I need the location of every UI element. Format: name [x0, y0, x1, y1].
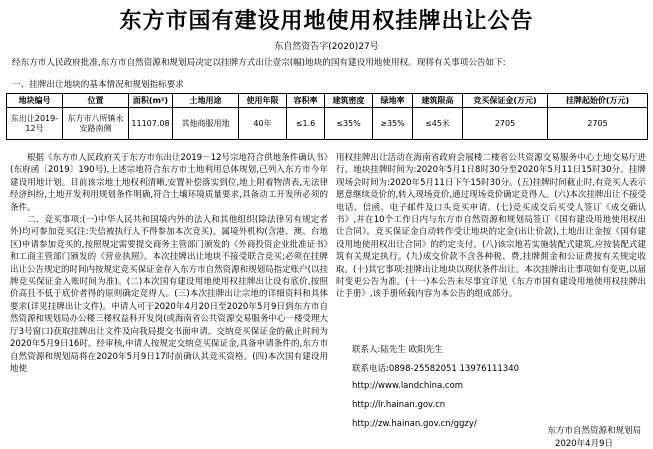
table-row	[7, 108, 648, 140]
header-cell: 使用年限	[239, 94, 287, 108]
parcel-table	[6, 93, 648, 140]
left-column	[10, 152, 328, 446]
header-cell: 地块编号	[7, 94, 63, 108]
table-cell: 2705	[463, 108, 548, 140]
contact-phone: 联系电话:0898-25582051 13976111340	[352, 364, 520, 374]
table-header-row	[7, 94, 648, 108]
header-cell: 竞买保证金(万元)	[463, 94, 548, 108]
issuing-organization: 东方市自然资源和规划局	[547, 426, 641, 436]
header-cell: 土地用途	[173, 94, 239, 108]
document-number: 东自然资告字(2020)27号	[274, 42, 379, 52]
header-cell: 绿地率	[373, 94, 413, 108]
header-cell: 面积(m²)	[129, 94, 173, 108]
header-cell: 建筑限高	[413, 94, 463, 108]
contact-person: 联系人:陆先生 欧阳先生	[352, 345, 443, 355]
header-cell: 挂牌起始价(万元)	[548, 94, 648, 108]
website-link[interactable]: http://zw.hainan.gov.cn/ggzy/	[352, 419, 477, 429]
body-paragraph: 根据《东方市人民政府关于东方市东出让2019－12号宗地符合供地条件确认书》(东府函〔2019〕190号),上述宗地符合东方市土地利用总体规划,已列入东方市今年建设用地计划。目前该宗地土地权利清晰,安置补偿落实到位,地上附着物清表,无法律经济纠纷,土地开发利用规划条件明确,符合土壤环境质量要求,具备动工开发所必须的条件。	[10, 153, 328, 213]
table-cell: ≤1.6	[287, 108, 325, 140]
table-cell: ≤45米	[413, 108, 463, 140]
body-paragraph: 用权挂牌出让活动在海南省政府会展楼二楼省公共资源交易服务中心土地交易厅进行。地块挂牌时间为:2020年5月1日8时30分至2020年5月11日15时30分。挂牌现场会时间为:2020年5月11日下午15时30分。(五)挂牌时间截止时,有竞买人表示愿意继续竞价的,转入现场竞价,通过现场竞价确定竞得人。(六)本次挂牌出让不接受电话、信函、电子邮件及口头竞买申请。(七)竞买成交后买受人签订《成交确认书》,并在10个工作日内与东方市自然资源和规划局签订《国有建设用地使用权出让合同》。竞买保证金自动转作受让地块的定金(出让价款),土地出让金按《国有建设用地使用权出让合同》的约定支付。(八)该宗地若实施装配式建筑,应按装配式建筑有关规定执行。(九)成交价款不含各种税、费,挂牌佣金和公证费按有关规定收取。(十)其它事项:挂牌出让地块以现状条件出让。本次挂牌出让事项如有变更,以届时变更公告为准。(十一)本公告未尽事宜详见《东方市国有建设用地使用权挂牌出让手册》,该手册所载内容为本公告的组成部分。	[336, 153, 646, 300]
section-one-heading: 一、挂牌出让地块的基本情况和规划指标要求	[12, 80, 184, 90]
header-cell: 容积率	[287, 94, 325, 108]
right-column	[336, 152, 646, 332]
website-link[interactable]: http://lr.hainan.gov.cn	[352, 400, 446, 410]
table-cell: 40年	[239, 108, 287, 140]
issue-date: 2020年4月9日	[555, 439, 613, 449]
header-cell: 建筑密度	[325, 94, 373, 108]
table-cell: 2705	[548, 108, 648, 140]
header-cell: 位置	[63, 94, 129, 108]
intro-text: 经东方市人民政府批准,东方市自然资源和规划局决定以挂牌方式出让壹宗(幅)地块的国有建设用地使用权。现将有关事项公告如下:	[12, 58, 506, 68]
table-cell: 东方市八所镇永安路南侧	[63, 108, 129, 140]
website-link[interactable]: http://www.landchina.com	[352, 381, 464, 391]
table-cell: 11107.08	[129, 108, 173, 140]
body-paragraph: 二、竞买事项:(一)中华人民共和国境内外的法人和其他组织(除法律另有规定者外)均可参加竞买(注:失信被执行人不得参加本次竞买)。属境外机构(含港、澳、台地区)申请参加竞买的,按照规定需要提交商务主管部门颁发的《外商投资企业批准证书》和工商主管部门颁发的《营业执照》。本次挂牌出让地块不接受联合竞买;必须在挂牌出让公告规定的时间内按规定竞买保证金存入东方市自然资源和规划局指定账户(以挂牌竞买保证金入账时间为准)。(二)本次国有建设用地使用权挂牌出让设有底价,按照价高且不低于底价者得的原则确定竞得人。(三)本次挂牌出让宗地的详细资料和具体要求(详见挂牌出让文件)。申请人可于2020年4月20日至2020年5月9日到东方市自然资源和规划局办公楼三楼权益科开发岗(或海南省公共资源交易服务中心一楼受理大厅3号窗口)获取挂牌出让文件及向我局提交书面申请。交纳竞买保证金的截止时间为2020年5月9日16时。经审核,申请人按规定交纳竞买保证金,具备申请条件的,东方市自然资源和规划局将在2020年5月9日17时前确认其竞买资格。(四)本次国有建设用地使	[10, 215, 328, 374]
table-cell: ≤35%	[325, 108, 373, 140]
table-cell: 其他商服用地	[173, 108, 239, 140]
table-cell: ≥35%	[373, 108, 413, 140]
table-cell: 东出让2019-12号	[7, 108, 63, 140]
notice-title: 东方市国有建设用地使用权挂牌出让公告	[119, 9, 534, 34]
